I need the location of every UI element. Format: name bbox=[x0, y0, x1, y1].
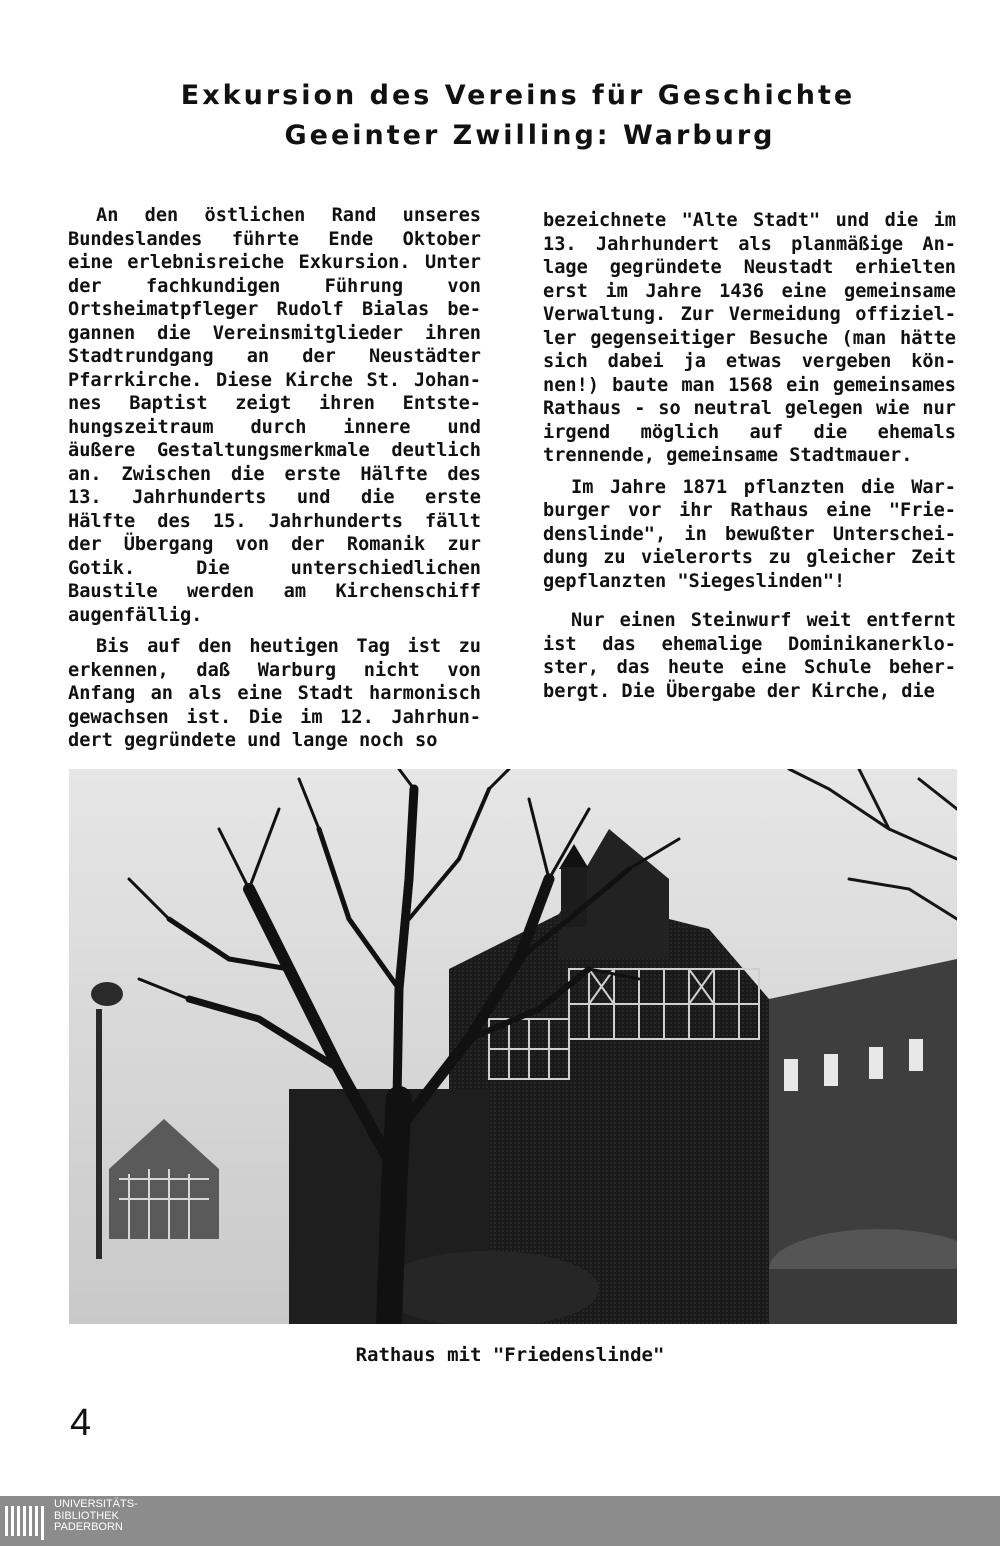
paragraph: Bis auf den heutigen Tag ist zu erkennen, daß Warburg nicht von Anfang an als eine Stadt harmonisch gewachsen ist. Die im 12. Jahrhundert gegründete und lange noch so bbox=[68, 636, 481, 751]
figure-caption: Rathaus mit "Friedenslinde" bbox=[355, 1344, 665, 1366]
text-column-left bbox=[68, 204, 481, 761]
library-footer bbox=[0, 1496, 1000, 1546]
paragraph: bezeichnete "Alte Stadt" und die im 13. Jahrhundert als planmäßige Anlage gegründete Neustadt erhielten erst im Jahre 1436 eine gemeinsame Verwaltung. Zur Vermeidung offizieller gegenseitiger Besuche (man hätte sich dabei ja etwas vergeben können!) baute man 1568 ein gemeinsames Rathaus - so neutral gelegen wie nur irgend möglich auf die ehemals trennende, gemeinsame Stadtmauer. bbox=[543, 210, 956, 466]
library-name-line: PADERBORN bbox=[54, 1521, 123, 1533]
library-name bbox=[54, 1499, 138, 1534]
rathaus-photo bbox=[69, 769, 957, 1324]
library-name-line: UNIVERSITÄTS- bbox=[54, 1498, 138, 1510]
library-logo-icon bbox=[4, 1500, 50, 1542]
paragraph: An den östlichen Rand unseres Bundeslandes führte Ende Oktober eine erlebnisreiche Exkursion. Unter der fachkundigen Führung von Ortsheimatpfleger Rudolf Bialas begannen die Vereinsmitglieder ihren Stadtrundgang an der Neustädter Pfarrkirche. Diese Kirche St. Johannes Baptist zeigt ihren Entstehungszeitraum durch innere und äußere Gestaltungsmerkmale deutlich an. Zwischen die erste Hälfte des 13. Jahrhunderts und die erste Hälfte des 15. Jahrhunderts fällt der Übergang von der Romanik zur Gotik. Die unterschiedlichen Baustile werden am Kirchenschiff augenfällig. bbox=[68, 205, 481, 626]
text-column-right bbox=[543, 209, 956, 711]
photo-illustration bbox=[69, 769, 957, 1324]
library-name-line: BIBLIOTHEK bbox=[54, 1509, 119, 1522]
page-number: 4 bbox=[70, 1402, 92, 1444]
paragraph: Im Jahre 1871 pflanzten die Warburger vor ihr Rathaus eine "Friedenslinde", in bewußter Unterscheidung zu vielerorts zu gleicher Zeit gepflanzten "Siegeslinden"! bbox=[543, 476, 956, 592]
article-subtitle: Geeinter Zwilling: Warburg bbox=[284, 120, 776, 151]
article-title: Exkursion des Vereins für Geschichte bbox=[180, 80, 856, 111]
paragraph: Nur einen Steinwurf weit entfernt ist das ehemalige Dominikanerkloster, das heute eine Schule beherbergt. Die Übergabe der Kirche, die bbox=[543, 610, 956, 702]
